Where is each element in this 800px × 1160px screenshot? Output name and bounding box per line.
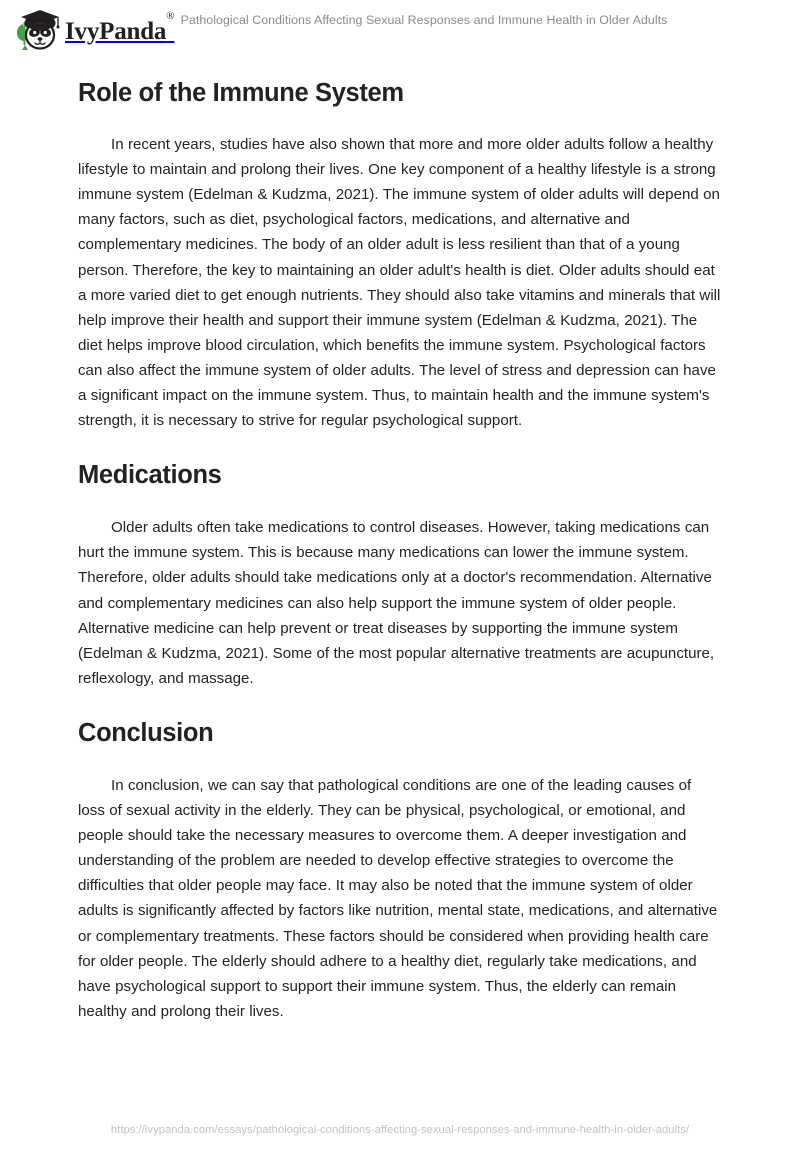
document-page	[0, 58, 800, 1024]
section-heading-medications: Medications	[78, 461, 222, 490]
section-medications	[78, 460, 722, 691]
running-title: Pathological Conditions Affecting Sexual Responses and Immune Health in Older Adults	[180, 13, 668, 27]
document-content	[78, 78, 722, 1024]
footer-source-url[interactable]: https://ivypanda.com/essays/pathological-conditions-affecting-sexual-responses-and-immune-health-in-older-adults/	[110, 1124, 690, 1136]
brand-name-text: IvyPanda	[65, 17, 167, 45]
paragraph-conclusion: In conclusion, we can say that pathological conditions are one of the leading causes of loss of sexual activity in the elderly. They can be physical, psychological, or emotional, and people should take the necessary measures to overcome them. A deeper investigation and understanding of the problem are needed to develop effective strategies to overcome the difficulties that older people may face. It may also be noted that the immune system of older adults is significantly affected by factors like nutrition, mental state, medications, and alternative or complementary treatments. These factors should be considered when providing health care for older people. The elderly should adhere to a healthy diet, regularly take medications, and have psychological support to support their immune system. Thus, the elderly can remain healthy and prolong their lives.	[78, 777, 718, 1020]
section-conclusion	[78, 718, 722, 1024]
page-header	[0, 0, 800, 58]
paragraph-immune-system: In recent years, studies have also shown that more and more older adults follow a healthy lifestyle to maintain and prolong their lives. One key component of a healthy lifestyle is a strong immune system (Edelman & Kudzma, 2021). The immune system of older adults will depend on many factors, such as diet, psychological factors, medications, and alternative and complementary medicines. The body of an older adult is less resilient than that of a young person. Therefore, the key to maintaining an older adult's health is diet. Older adults should eat a more varied diet to get enough nutrients. They should also take vitamins and minerals that will help improve their health and support their immune system (Edelman & Kudzma, 2021). The diet helps improve blood circulation, which benefits the immune system. Psychological factors can also affect the immune system of older adults. The level of stress and depression can have a significant impact on the immune system. Thus, to maintain health and the immune system's strength, it is necessary to strive for regular psychological support.	[78, 136, 721, 430]
section-heading-conclusion: Conclusion	[78, 718, 214, 747]
registered-trademark-symbol: ®	[166, 10, 175, 23]
page-footer	[0, 1112, 800, 1160]
paragraph-medications: Older adults often take medications to control diseases. However, taking medications can hurt the immune system. This is because many medications can lower the immune system. Therefore, older adults should take medications only at a doctor's recommendation. Alternative and complementary medicines can also help support the immune system of older people. Alternative medicine can help prevent or treat diseases by supporting the immune system (Edelman & Kudzma, 2021). Some of the most popular alternative treatments are acupuncture, reflexology, and massage.	[78, 519, 715, 687]
section-heading-immune-system: Role of the Immune System	[78, 79, 404, 107]
section-role-of-the-immune-system	[78, 78, 722, 433]
